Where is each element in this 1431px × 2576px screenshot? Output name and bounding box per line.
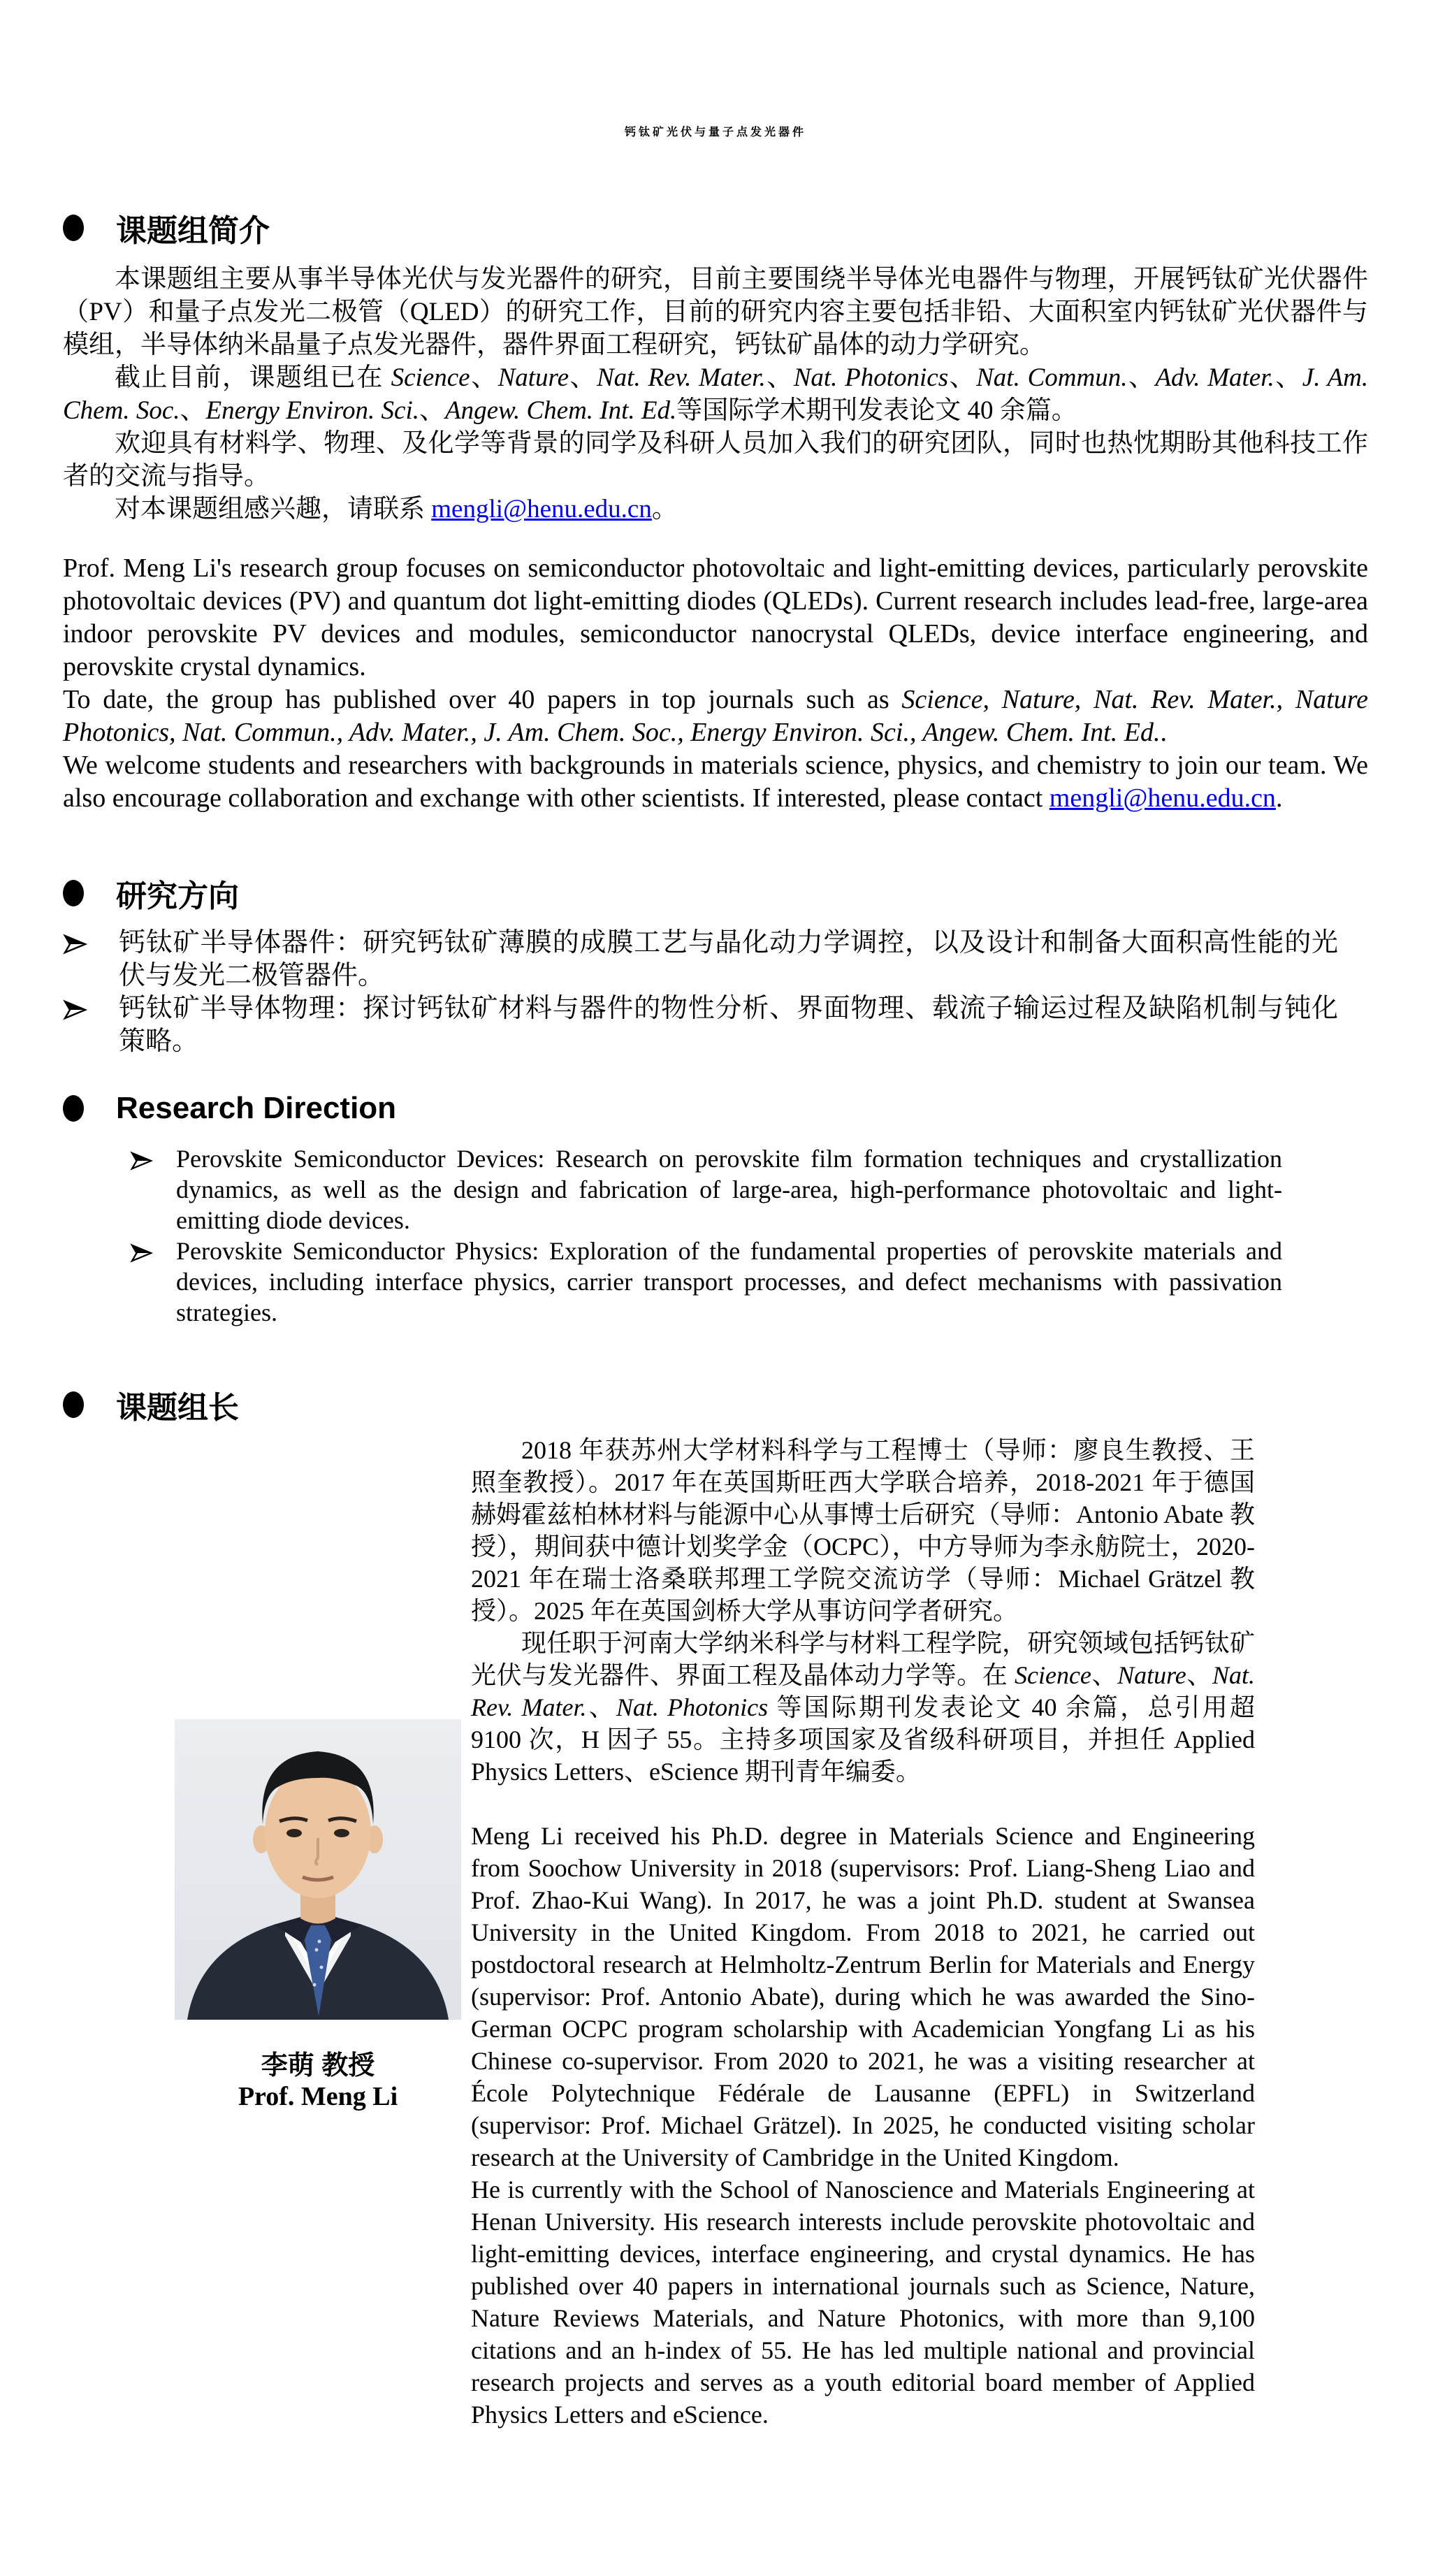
research-direction-en-list <box>134 1143 1282 1328</box>
intro-english-paragraphs <box>63 552 1368 815</box>
email-link[interactable]: mengli@henu.edu.cn <box>431 495 652 523</box>
italic-journal-names: Nat. Photonics <box>616 1693 769 1721</box>
bio-en-paragraph-1: Meng Li received his Ph.D. degree in Materials Science and Engineering from Soochow University in 2018 (supervisors: Prof. Liang-Sheng Liao and Prof. Zhao-Kui Wang). In 2017, he was a joint Ph.D. student at Swansea University in the United Kingdom. From 2018 to 2021, he carried out postdoctoral research at Helmholtz-Zentrum Berlin for Materials and Energy (supervisor: Prof. Antonio Abate), during which he was awarded the Sino-German OCPC program scholarship with Academician Yongfang Li as his Chinese co-supervisor. From 2020 to 2021, he was a visiting researcher at École Polytechnique Fédérale de Lausanne (EPFL) in Switzerland (supervisor: Prof. Michael Grätzel). In 2025, he conducted visiting scholar research at the University of Cambridge in the United Kingdom. <box>471 1822 1255 2171</box>
list-item-text: Perovskite Semiconductor Devices: Research on perovskite film formation techniques and crystallization dynamics, as well as the design and fabrication of large-area, high-performance photovoltaic and light-emitting diode devices. <box>176 1145 1282 1234</box>
list-item-text: Perovskite Semiconductor Physics: Exploration of the fundamental properties of perovskite materials and devices, including interface physics, carrier transport processes, and defect mechanisms with passivation strategies. <box>176 1237 1282 1326</box>
section-heading-research-en <box>63 1089 396 1128</box>
bio-cn-paragraph-1: 2018 年获苏州大学材料科学与工程博士（导师：廖良生教授、王照奎教授）。2017 年在英国斯旺西大学联合培养，2018-2021 年于德国赫姆霍兹柏林材料与能源中心从事博士后研究（导师：Antonio Abate 教授），期间获中德计划奖学金（OCPC），中方导师为李永舫院士，2020-2021 年在瑞士洛桑联邦理工学院交流访学（导师：Michael Grätzel 教授）。2025 年在英国剑桥大学从事访问学者研究。 <box>471 1436 1255 1625</box>
intro-cn-paragraph-2: 截止目前，课题组已在 Science、Nature、Nat. Rev. Mater.、Nat. Photonics、Nat. Commun.、Adv. Mater.、J. Am. Chem. Soc.、Energy Environ. Sci.、Angew. Chem. Int. Ed.等国际学术期刊发表论文 40 余篇。 <box>63 363 1369 425</box>
section-bullet-icon <box>63 1391 84 1418</box>
section-bullet-icon <box>63 1095 84 1122</box>
section-bullet-icon <box>63 215 84 241</box>
leader-caption-cn: 李萌 教授 <box>261 2051 375 2081</box>
list-item-text: 钙钛矿半导体器件：研究钙钛矿薄膜的成膜工艺与晶化动力学调控，以及设计和制备大面积高性能的光伏与发光二极管器件。 <box>119 928 1338 990</box>
section-heading-group-intro <box>63 208 270 247</box>
italic-journal-names: Science <box>1014 1661 1091 1689</box>
arrow-bullet-icon <box>63 931 88 964</box>
intro-en-paragraph-3: We welcome students and researchers with backgrounds in materials science, physics, and chemistry to join our team. We also encourage collaboration and exchange with other scientists. If interested, please contact mengli@henu.edu.cn. <box>63 751 1368 813</box>
page-title: 钙钛矿光伏与量子点发光器件 <box>624 126 806 138</box>
italic-journal-names: Nat. Rev. Mater. <box>597 363 766 392</box>
arrow-bullet-icon <box>130 1148 154 1178</box>
intro-cn-paragraph-3: 欢迎具有材料学、物理、及化学等背景的同学及科研人员加入我们的研究团队，同时也热忱期盼其他科技工作者的交流与指导。 <box>63 429 1368 491</box>
italic-journal-names: Nature <box>1117 1661 1186 1689</box>
leader-caption-en: Prof. Meng Li <box>238 2082 398 2111</box>
arrow-bullet-icon <box>63 997 88 1029</box>
section-heading-label: 课题组简介 <box>116 214 270 248</box>
intro-cn-paragraph-1: 本课题组主要从事半导体光伏与发光器件的研究，目前主要围绕半导体光电器件与物理，开展钙钛矿光伏器件（PV）和量子点发光二极管（QLED）的研究工作，目前的研究内容主要包括非铅、大面积室内钙钛矿光伏器件与模组，半导体纳米晶量子点发光器件，器件界面工程研究，钙钛矿晶体的动力学研究。 <box>63 265 1368 359</box>
leader-bio-text <box>471 1434 1255 2431</box>
list-item <box>63 927 1338 992</box>
section-heading-label: 课题组长 <box>116 1391 239 1425</box>
intro-cn-paragraph-4: 对本课题组感兴趣，请联系 mengli@henu.edu.cn。 <box>115 495 678 523</box>
research-direction-cn-list <box>63 927 1338 1058</box>
list-item <box>134 1143 1282 1236</box>
intro-chinese-paragraphs <box>63 263 1368 526</box>
italic-journal-names: Angew. Chem. Int. Ed. <box>445 396 677 425</box>
bio-en-paragraph-2: He is currently with the School of Nanoscience and Materials Engineering at Henan University. His research interests include perovskite photovoltaic and light-emitting devices, interface engineering, and crystal dynamics. He has published over 40 papers in international journals such as Science, Nature, Nature Reviews Materials, and Nature Photonics, with more than 9,100 citations and an h-index of 55. He has led multiple national and provincial research projects and serves as a youth editorial board member of Applied Physics Letters and eScience. <box>471 2176 1255 2429</box>
intro-en-paragraph-2: To date, the group has published over 40 papers in top journals such as Science, Nature, Nat. Rev. Mater., Nature Photonics, Nat. Commun., Adv. Mater., J. Am. Chem. Soc., Energy Environ. Sci., Angew. Chem. Int. Ed.. <box>63 685 1368 747</box>
intro-en-paragraph-1: Prof. Meng Li's research group focuses on semiconductor photovoltaic and light-emitting devices, particularly perovskite photovoltaic devices (PV) and quantum dot light-emitting diodes (QLEDs). Current research includes lead-free, large-area indoor perovskite PV devices and modules, semiconductor nanocrystal QLEDs, device interface engineering, and perovskite crystal dynamics. <box>63 553 1368 681</box>
list-item-text: 钙钛矿半导体物理：探讨钙钛矿材料与器件的物性分析、界面物理、载流子输运过程及缺陷机制与钝化策略。 <box>119 994 1338 1056</box>
list-item <box>63 992 1338 1058</box>
section-heading-leader <box>63 1385 239 1424</box>
section-heading-label: Research Direction <box>116 1091 397 1125</box>
email-link[interactable]: mengli@henu.edu.cn <box>1049 783 1276 813</box>
italic-journal-names: Nat. Photonics <box>793 363 949 392</box>
section-heading-label: 研究方向 <box>116 879 239 913</box>
list-item <box>134 1236 1282 1328</box>
italic-journal-names: Adv. Mater. <box>1155 363 1274 392</box>
italic-journal-names: Nature <box>497 363 569 392</box>
section-heading-research-cn <box>63 874 239 913</box>
italic-journal-names: Nat. Commun. <box>976 363 1128 392</box>
italic-journal-names: Energy Environ. Sci. <box>205 396 420 425</box>
arrow-bullet-icon <box>130 1240 154 1271</box>
italic-journal-names: Nat. Rev. Mater. <box>471 1661 1255 1721</box>
leader-photo <box>175 1719 461 2020</box>
section-bullet-icon <box>63 880 84 906</box>
italic-journal-names: Science, Nature, Nat. Rev. Mater., Nature Photonics, Nat. Commun., Adv. Mater., J. Am. Chem. Soc., Energy Environ. Sci., Angew. Chem. Int. Ed. <box>63 685 1368 747</box>
bio-cn-paragraph-2: 现任职于河南大学纳米科学与材料工程学院，研究领域包括钙钛矿光伏与发光器件、界面工程及晶体动力学等。在 Science、Nature、Nat. Rev. Mater.、Nat. Photonics 等国际期刊发表论文 40 余篇，总引用超 9100 次，H 因子 55。主持多项国家及省级科研项目，并担任 Applied Physics Letters、eScience 期刊青年编委。 <box>471 1629 1255 1786</box>
italic-journal-names: J. Am. Chem. Soc. <box>63 363 1369 425</box>
italic-journal-names: Science <box>391 363 470 392</box>
